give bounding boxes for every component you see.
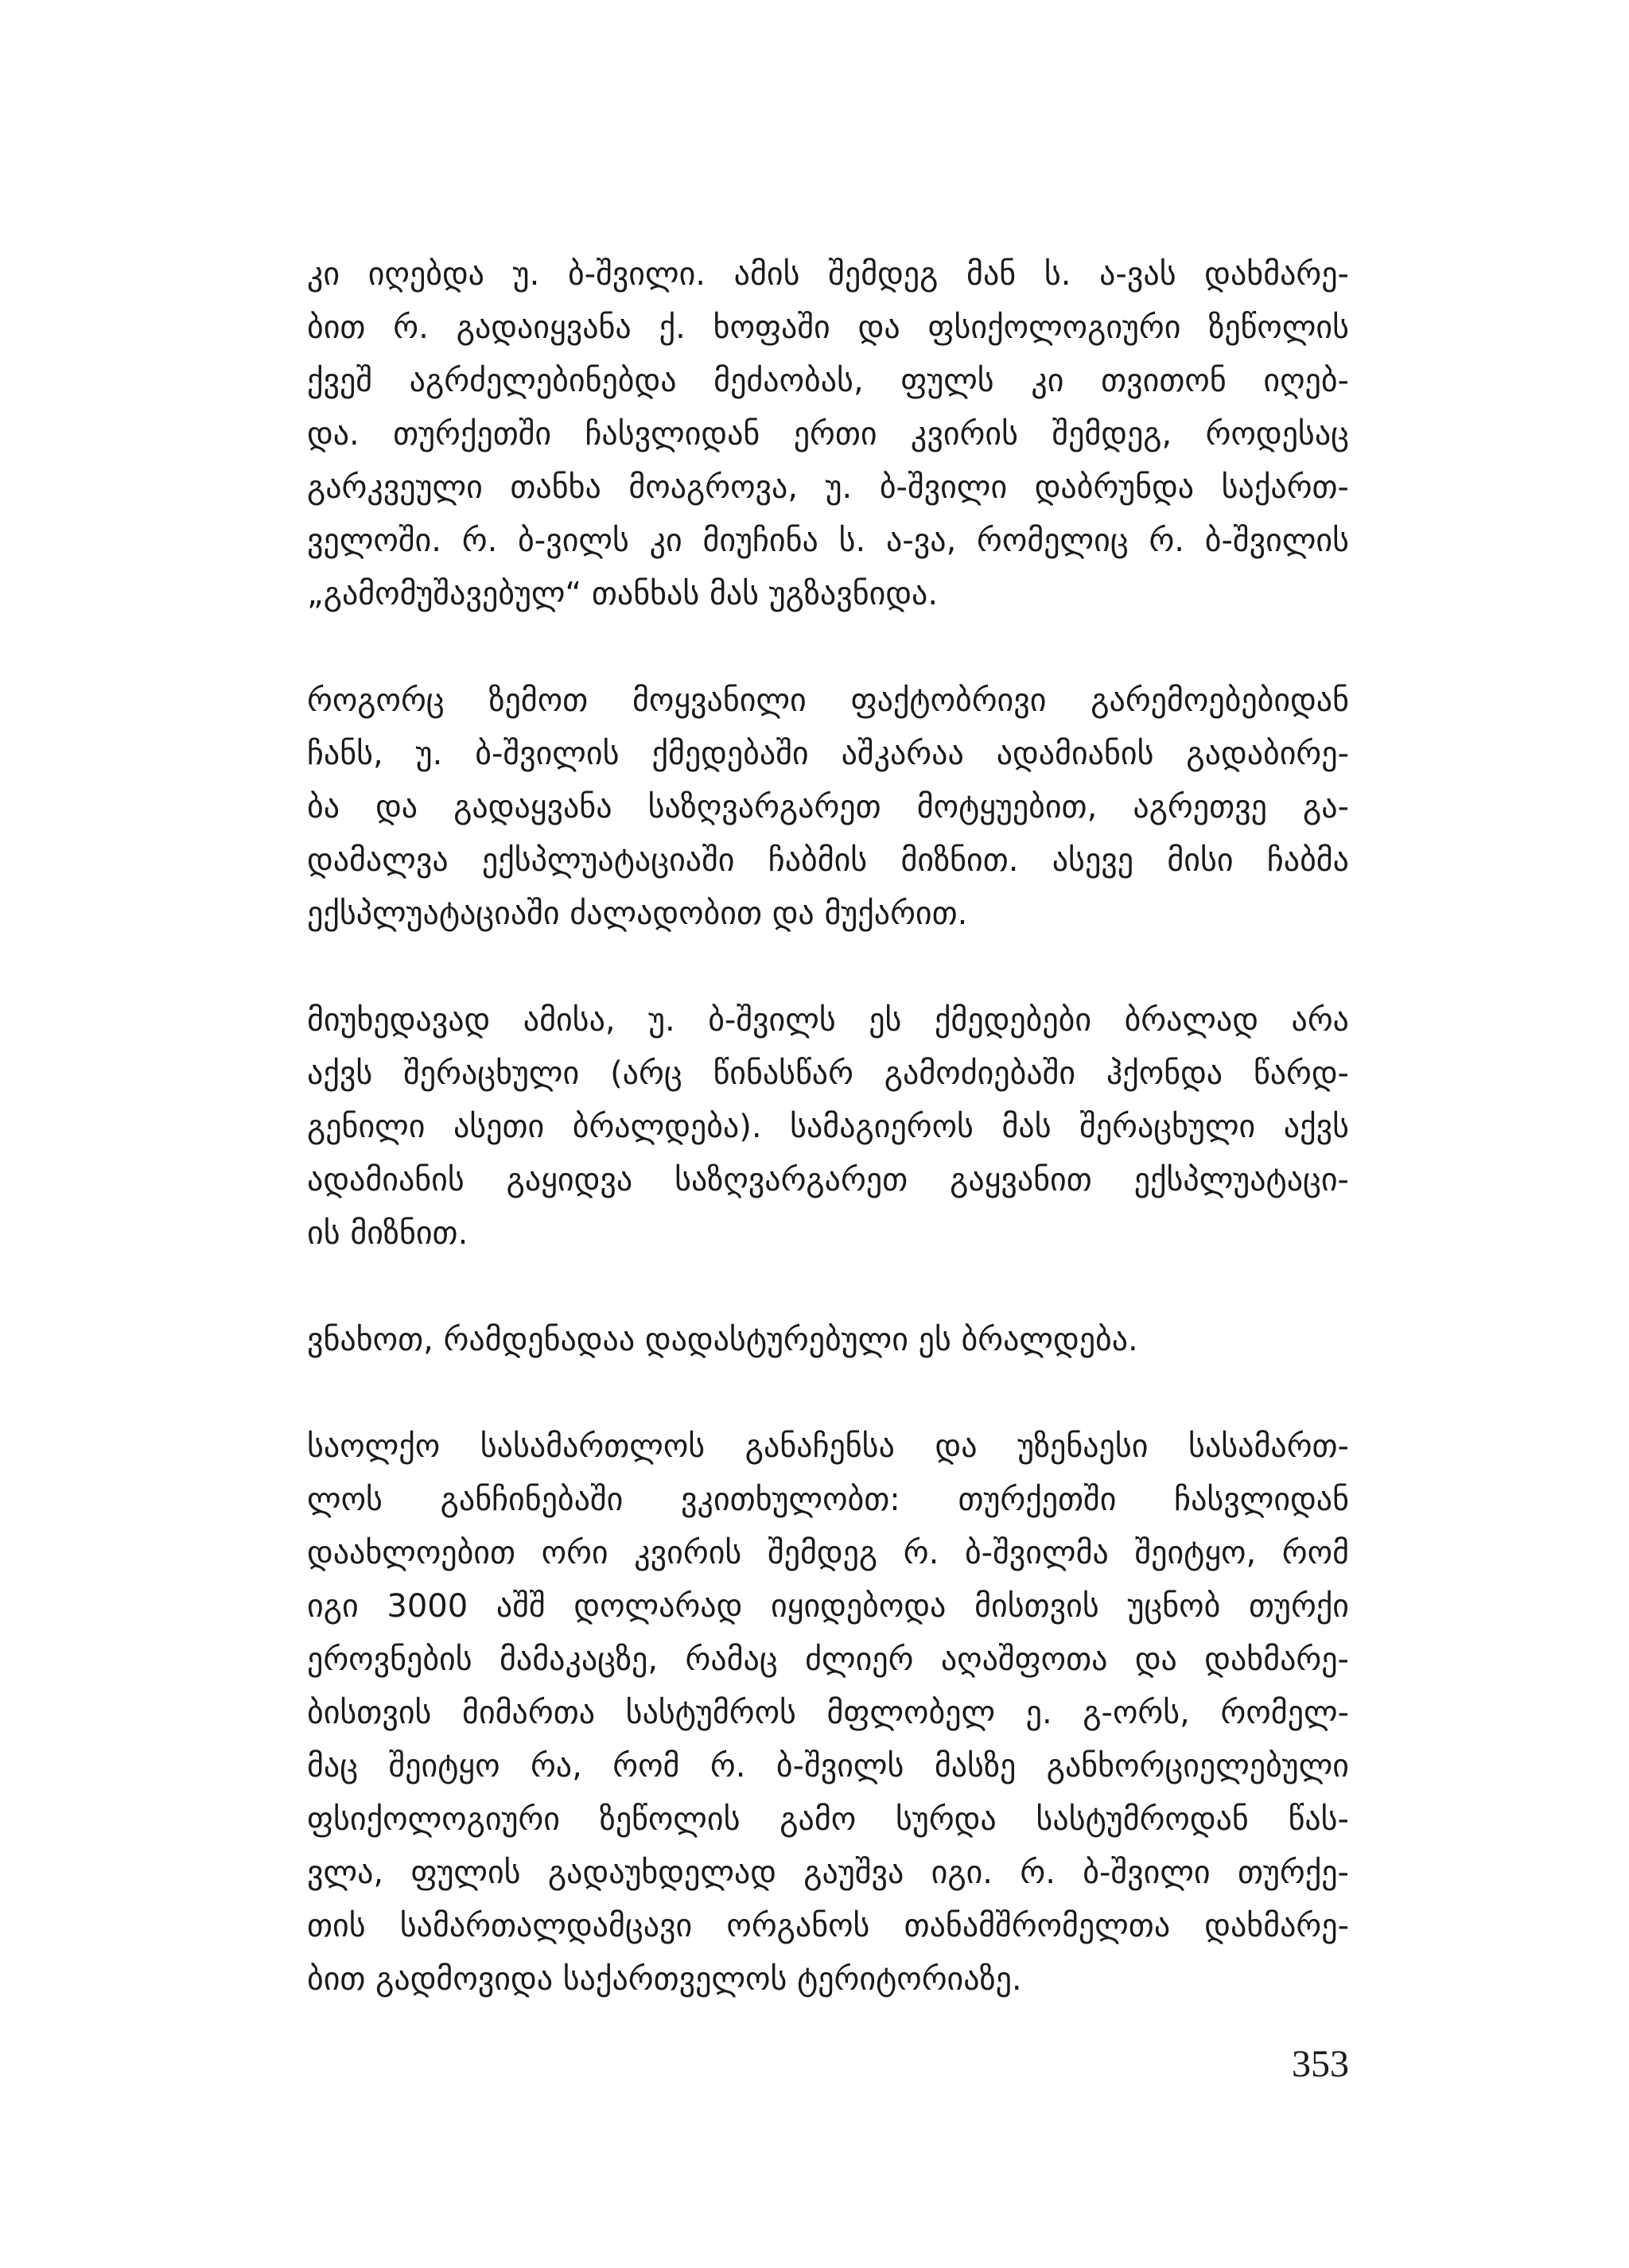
- text-line: ადამიანის გაყიდვა საზღვარგარეთ გაყვანით ექსპლუატაცი-: [307, 1162, 1349, 1198]
- paragraph: [307, 1420, 1349, 2006]
- paragraph: [307, 1314, 1349, 1367]
- text-line: ბით გადმოვიდა საქართველოს ტერიტორიაზე.: [307, 1961, 1022, 1998]
- text-line: დამალვა ექსპლუატაციაში ჩაბმის მიზნით. ასევე მისი ჩაბმა: [307, 842, 1349, 879]
- text-line: მიუხედავად ამისა, უ. ბ-შვილს ეს ქმედებები ბრალად არა: [307, 1002, 1349, 1039]
- text-line: ვნახოთ, რამდენადაა დადასტურებული ეს ბრალდება.: [307, 1322, 1138, 1358]
- paragraph: [307, 994, 1349, 1260]
- text-line: ვლა, ფულის გადაუხდელად გაუშვა იგი. რ. ბ-შვილი თურქე-: [307, 1854, 1349, 1891]
- text-line: გარკვეული თანხა მოაგროვა, უ. ბ-შვილი დაბრუნდა საქართ-: [307, 469, 1349, 506]
- text-line: კი იღებდა უ. ბ-შვილი. ამის შემდეგ მან ს. ა-ვას დახმარე-: [307, 256, 1349, 293]
- text-line: ის მიზნით.: [307, 1215, 468, 1252]
- text-line: საოლქო სასამართლოს განაჩენსა და უზენაესი სასამართ-: [307, 1428, 1349, 1465]
- text-line: გენილი ასეთი ბრალდება). სამაგიეროს მას შერაცხული აქვს: [307, 1109, 1349, 1145]
- text-line: ჩანს, უ. ბ-შვილის ქმედებაში აშკარაა ადამიანის გადაბირე-: [307, 736, 1349, 772]
- text-line: ქვეშ აგრძელებინებდა მეძაობას, ფულს კი თვითონ იღებ-: [307, 363, 1349, 399]
- text-line: და. თურქეთში ჩასვლიდან ერთი კვირის შემდეგ, როდესაც: [307, 416, 1349, 452]
- paragraph: [307, 248, 1349, 621]
- body-text: [307, 248, 1349, 2006]
- paragraph: [307, 674, 1349, 941]
- text-line: იგი 3000 აშშ დოლარად იყიდებოდა მისთვის უცნობ თურქი: [307, 1588, 1349, 1625]
- text-line: ბა და გადაყვანა საზღვარგარეთ მოტყუებით, აგრეთვე გა-: [307, 789, 1349, 825]
- text-line: როგორც ზემოთ მოყვანილი ფაქტობრივი გარემოებებიდან: [307, 682, 1349, 719]
- text-line: მაც შეიტყო რა, რომ რ. ბ-შვილს მასზე განხორციელებული: [307, 1748, 1349, 1784]
- paragraph-spacer: [307, 1260, 1349, 1314]
- text-line: ფსიქოლოგიური ზეწოლის გამო სურდა სასტუმროდან წას-: [307, 1801, 1349, 1838]
- page-number: 353: [1292, 2043, 1349, 2085]
- text-line: ეროვნების მამაკაცზე, რამაც ძლიერ აღაშფოთა და დახმარე-: [307, 1641, 1349, 1678]
- text-line: ლოს განჩინებაში ვკითხულობთ: თურქეთში ჩასვლიდან: [307, 1482, 1349, 1518]
- text-line: ბისთვის მიმართა სასტუმროს მფლობელ ე. გ-ორს, რომელ-: [307, 1695, 1349, 1731]
- paragraph-spacer: [307, 1367, 1349, 1420]
- text-line: აქვს შერაცხული (არც წინასწარ გამოძიებაში ჰქონდა წარდ-: [307, 1055, 1349, 1092]
- text-line: ბით რ. გადაიყვანა ქ. ხოფაში და ფსიქოლოგიური ზეწოლის: [307, 309, 1349, 346]
- paragraph-spacer: [307, 621, 1349, 674]
- text-line: თის სამართალდამცავი ორგანოს თანამშრომელთა დახმარე-: [307, 1908, 1349, 1944]
- text-line: ექსპლუატაციაში ძალადობით და მუქარით.: [307, 895, 968, 932]
- text-line: ველოში. რ. ბ-ვილს კი მიუჩინა ს. ა-ვა, რომელიც რ. ბ-შვილის: [307, 522, 1349, 559]
- text-line: „გამომუშავებულ“ თანხას მას უგზავნიდა.: [307, 576, 939, 612]
- paragraph-spacer: [307, 941, 1349, 994]
- text-line: დაახლოებით ორი კვირის შემდეგ რ. ბ-შვილმა შეიტყო, რომ: [307, 1535, 1349, 1571]
